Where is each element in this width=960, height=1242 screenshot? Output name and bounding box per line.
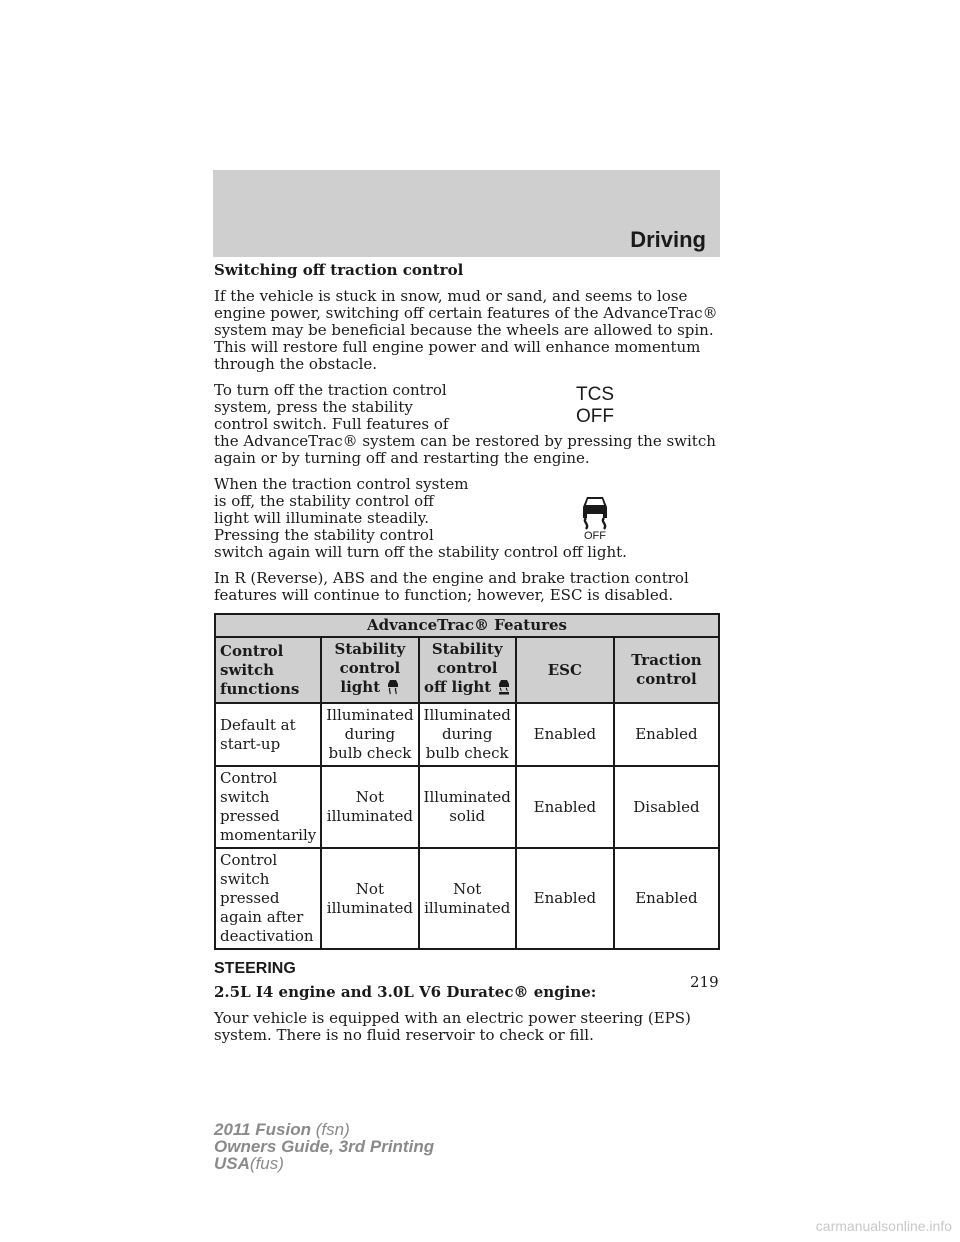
stability-control-off-icon (498, 679, 510, 700)
table-cell: Not illuminated (419, 848, 516, 949)
paragraph-turn-off: To turn off the traction control system, press the stability control switch. Full features of the AdvanceTrac® system can be restored by pressing the switch again or by turning off and restarting the engine. (214, 381, 716, 467)
footer-model-code: (fsn) (315, 1120, 350, 1139)
table-cell: Enabled (516, 703, 614, 766)
table-row (215, 766, 719, 848)
tcs-off-figure (470, 382, 720, 426)
column-header: ESC (516, 637, 614, 703)
steering-heading: STEERING (214, 960, 296, 977)
tcs-label: TCS (576, 384, 614, 405)
column-header-stability-off-light (419, 637, 516, 703)
table-row (215, 848, 719, 949)
table-row (215, 703, 719, 766)
table-cell: Disabled (614, 766, 719, 848)
column-header-label: Stability control off light (423, 640, 503, 696)
section-title: Driving (630, 227, 706, 252)
table-cell: Enabled (614, 703, 719, 766)
watermark: carmanualsonline.info (815, 1218, 952, 1234)
table-cell: Illuminated during bulb check (419, 703, 516, 766)
document-footer (214, 1121, 434, 1172)
table-cell: Enabled (516, 766, 614, 848)
footer-printing: Owners Guide, 3rd Printing (214, 1137, 435, 1156)
off-icon-label: OFF (584, 530, 606, 540)
table-cell: Enabled (614, 848, 719, 949)
off-label: OFF (576, 406, 614, 427)
footer-market: USA (214, 1154, 250, 1173)
column-header-label: Stability control light (334, 640, 406, 696)
paragraph-reverse: In R (Reverse), ABS and the engine and brake traction control features will continue to function; however, ESC is disabled. (214, 569, 689, 604)
steering-paragraph: Your vehicle is equipped with an electric power steering (EPS) system. There is no fluid reservoir to check or fill. (214, 1009, 691, 1044)
table-cell: Enabled (516, 848, 614, 949)
paragraph-off-light: When the traction control system is off, the stability control off light will illuminate steadily. Pressing the stability control switch again will turn off the stability control off light. (214, 475, 627, 561)
table-cell: Control switch pressed again after deactivation (215, 848, 321, 949)
table-title: AdvanceTrac® Features (215, 614, 719, 637)
table-cell: Illuminated during bulb check (321, 703, 418, 766)
paragraph-intro: If the vehicle is stuck in snow, mud or sand, and seems to lose engine power, switching off certain features of the AdvanceTrac® system may be beneficial because the wheels are allowed to spin. This will restore full engine power and will enhance momentum through the obstacle. (214, 287, 718, 373)
column-header-stability-light (321, 637, 418, 703)
stability-control-icon (387, 679, 399, 700)
table-cell: Not illuminated (321, 848, 418, 949)
page-content (214, 262, 720, 1053)
column-header: Traction control (614, 637, 719, 703)
table-cell: Not illuminated (321, 766, 418, 848)
column-header: Control switch functions (215, 637, 321, 703)
page-number: 219 (690, 973, 719, 991)
section-header-band (213, 170, 720, 257)
table-cell: Illuminated solid (419, 766, 516, 848)
footer-market-code: (fus) (249, 1154, 284, 1173)
advancetrac-features-table (214, 613, 720, 950)
footer-model: 2011 Fusion (214, 1120, 311, 1139)
table-cell: Default at start-up (215, 703, 321, 766)
table-cell: Control switch pressed momentarily (215, 766, 321, 848)
subsection-heading: Switching off traction control (214, 261, 464, 279)
stability-control-off-icon (578, 494, 612, 544)
steering-subheading: 2.5L I4 engine and 3.0L V6 Duratec® engine: (214, 983, 597, 1001)
stability-off-figure (470, 476, 720, 544)
